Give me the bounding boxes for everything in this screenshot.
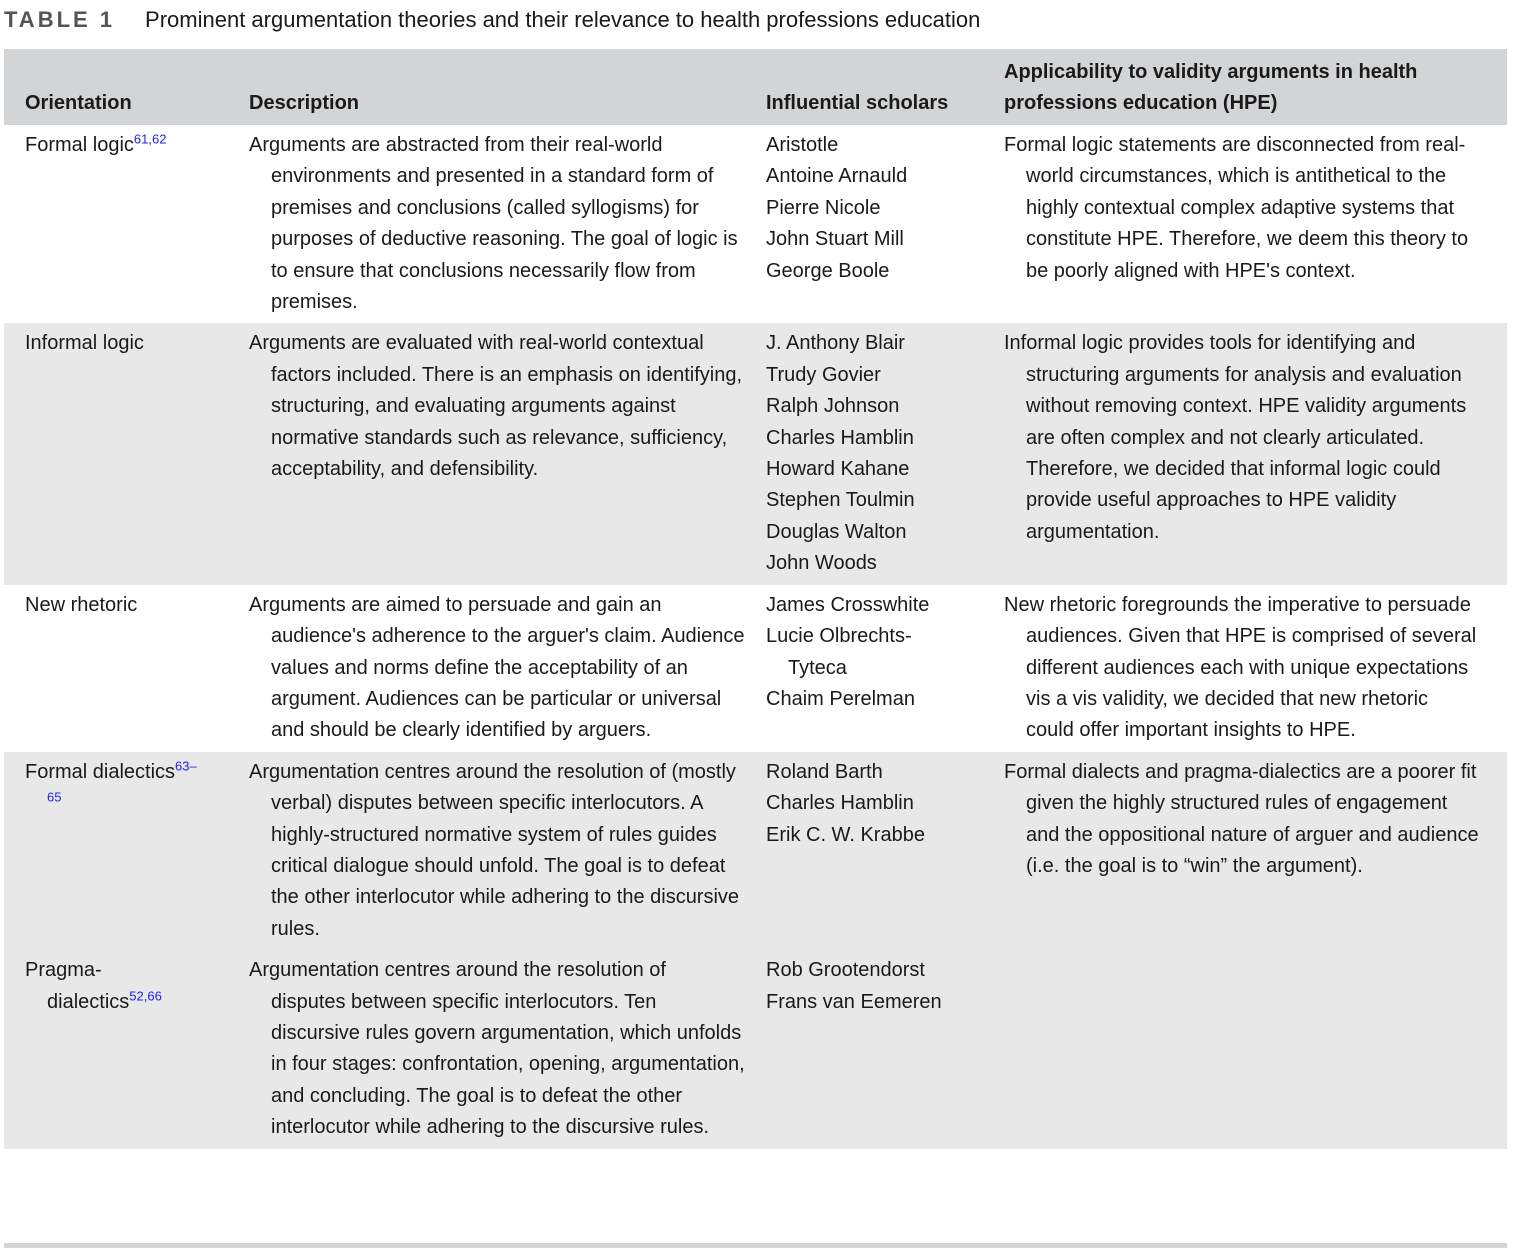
description-text: Arguments are evaluated with real-world contextual factors included. There is an emphasis on identifying, structuring, and evaluating arguments against normative standards such as relevance, sufficiency, acceptability, and defensibility. (249, 332, 743, 481)
scholars-cell (745, 585, 983, 752)
table-row (4, 323, 1507, 584)
applicability-text: Informal logic provides tools for identifying and structuring arguments for analysis and evaluation without removing context. HPE validity arguments are often complex and not clearly articulated. Therefore, we decided that informal logic could provide useful approaches to HPE validity argumentation. (1004, 332, 1467, 543)
scholar-name: Charles Hamblin (766, 792, 914, 815)
orientation-text: Informal logic (25, 332, 144, 355)
argumentation-theories-table (4, 49, 1507, 1149)
scholar-name: Rob Grootendorst (766, 959, 925, 982)
scholar-name: George Boole (766, 259, 890, 282)
applicability-text: Formal dialects and pragma-dialectics are a poorer fit given the highly structured rules of engagement and the oppositional nature of arguer and audience (i.e. the goal is to “win” the argument). (1004, 760, 1479, 877)
applicability-text: Formal logic statements are disconnected from real-world circumstances, which is antithetical to the highly contextual complex adaptive systems that constitute HPE. Therefore, we deem this theory to be poorly aligned with HPE's context. (1004, 134, 1469, 282)
table-title: Prominent argumentation theories and their relevance to health professions education (145, 7, 981, 32)
scholars-cell (745, 752, 983, 950)
scholar-name: John Stuart Mill (766, 228, 904, 251)
description-text: Arguments are abstracted from their real-world environments and presented in a standard form of premises and conclusions (called syllogisms) for purposes of deductive reasoning. The goal of logic is to ensure that conclusions necessarily flow from premises. (249, 134, 738, 314)
scholar-name: Chaim Perelman (766, 687, 915, 710)
orientation-text: Pragma-dialectics (25, 959, 130, 1013)
scholar-name: Stephen Toulmin (766, 489, 915, 512)
header-row (4, 49, 1507, 125)
header-scholars: Influential scholars (745, 49, 983, 125)
scholar-name: James Crosswhite (766, 593, 930, 616)
description-cell (228, 585, 745, 752)
description-cell (228, 323, 745, 584)
orientation-text: Formal dialectics (25, 760, 176, 783)
scholar-name: Antoine Arnauld (766, 165, 908, 188)
reference-link[interactable]: 52,66 (129, 987, 162, 1003)
scholar-name: Pierre Nicole (766, 196, 881, 219)
orientation-cell (4, 752, 228, 950)
scholar-name: Erik C. W. Krabbe (766, 823, 925, 846)
scholars-cell (745, 323, 983, 584)
scholar-name: Charles Hamblin (766, 426, 914, 449)
header-applicability: Applicability to validity arguments in health professions education (HPE) (983, 49, 1507, 125)
table-row (4, 125, 1507, 323)
orientation-cell (4, 125, 228, 323)
header-orientation: Orientation (4, 49, 228, 125)
scholars-cell (745, 125, 983, 323)
description-text: Argumentation centres around the resolution of disputes between specific interlocutors. Ten discursive rules govern argumentation, which unfolds in four stages: confrontation, opening, argumentation, and concluding. The goal is to defeat the other interlocutor while adhering to the discursive rules. (249, 959, 745, 1139)
header-description: Description (228, 49, 745, 125)
table-row (4, 585, 1507, 752)
scholar-name: Lucie Olbrechts-Tyteca (766, 625, 912, 679)
applicability-text: New rhetoric foregrounds the imperative to persuade audiences. Given that HPE is comprised of several different audiences each with unique expectations vis a vis validity, we decided that new rhetoric could offer important insights to HPE. (1004, 593, 1477, 742)
orientation-cell (4, 585, 228, 752)
table-label: TABLE 1 (4, 7, 116, 32)
reference-link[interactable]: 63–65 (47, 758, 197, 805)
description-cell (228, 950, 745, 1148)
orientation-text: New rhetoric (25, 593, 138, 616)
orientation-cell (4, 323, 228, 584)
applicability-cell (983, 323, 1507, 584)
scholar-name: Roland Barth (766, 760, 883, 783)
table-row (4, 752, 1507, 950)
scholar-name: John Woods (766, 552, 877, 575)
scholars-cell (745, 950, 983, 1148)
applicability-cell (983, 585, 1507, 752)
table-caption (4, 4, 980, 36)
description-text: Argumentation centres around the resolution of (mostly verbal) disputes between specific interlocutors. A highly-structured normative system of rules guides critical dialogue should unfold. The goal is to defeat the other interlocutor while adhering to the discursive rules. (249, 760, 740, 940)
scholar-name: Howard Kahane (766, 458, 910, 481)
scholar-name: J. Anthony Blair (766, 332, 905, 355)
scholar-name: Douglas Walton (766, 520, 907, 543)
applicability-cell (983, 752, 1507, 1149)
scholar-name: Frans van Eemeren (766, 990, 942, 1013)
scholar-name: Ralph Johnson (766, 395, 900, 418)
description-text: Arguments are aimed to persuade and gain an audience's adherence to the arguer's claim. Audience values and norms define the acceptability of an argument. Audiences can be particular or universal and should be clearly identified by arguers. (249, 593, 745, 742)
orientation-text: Formal logic (25, 134, 134, 156)
applicability-cell (983, 125, 1507, 323)
description-cell (228, 125, 745, 323)
description-cell (228, 752, 745, 950)
scholar-name: Trudy Govier (766, 363, 881, 386)
table-bottom-rule (4, 1243, 1507, 1248)
orientation-cell (4, 950, 228, 1148)
reference-link[interactable]: 61,62 (133, 131, 167, 147)
scholar-name: Aristotle (766, 134, 839, 156)
